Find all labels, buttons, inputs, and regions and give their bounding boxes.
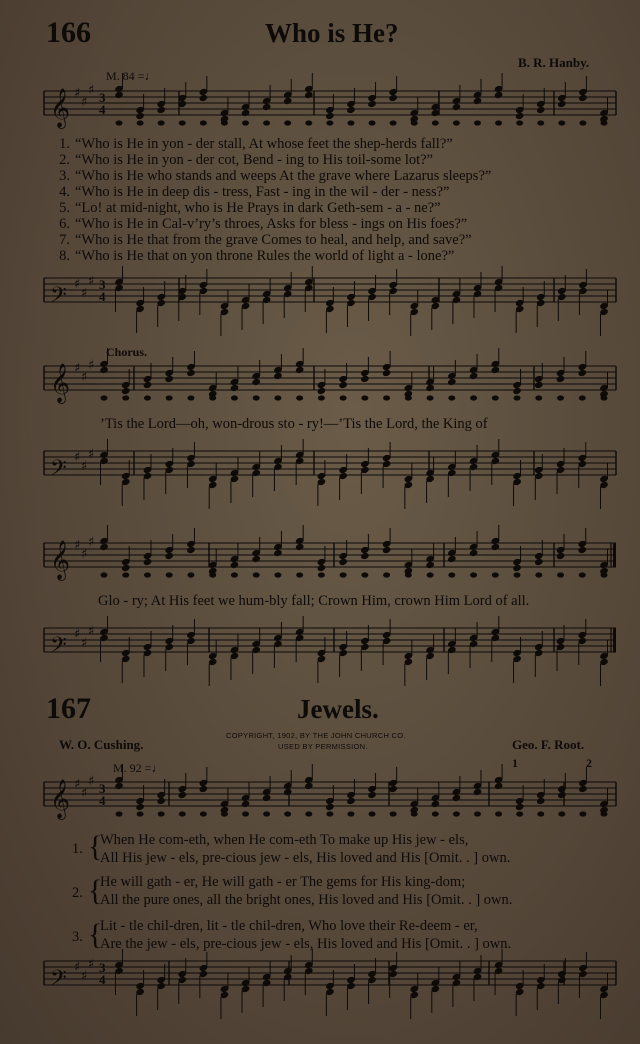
note-head [251, 378, 261, 386]
note-head [453, 120, 460, 125]
staff-166-3-bass [44, 622, 616, 682]
sharp-icon: ♯ [74, 777, 81, 792]
note-head [121, 564, 131, 572]
verse-line: He will gath - er, He will gath - er The gems for His king-dom; [100, 874, 466, 890]
sharp-icon: ♯ [74, 86, 81, 101]
note-head [338, 558, 348, 566]
note-head [186, 546, 196, 554]
metronome-167: M. 92 =♩ [113, 761, 164, 775]
note-head [251, 555, 261, 563]
note-head [473, 97, 483, 105]
note-head [535, 572, 542, 577]
note-head [143, 381, 153, 389]
note-head [230, 561, 240, 569]
note-head [411, 120, 418, 125]
first-ending-label: 1 [512, 756, 518, 770]
note-head [390, 120, 397, 125]
note-head [432, 811, 439, 816]
note-head [137, 120, 144, 125]
note-head [317, 387, 327, 395]
brace-icon: { [88, 874, 103, 907]
verse-line: All the pure ones, all the bright ones, His loved and His [Omit. . ] own. [100, 892, 513, 908]
note-head [230, 384, 240, 392]
note-head [304, 782, 314, 790]
note-head [601, 120, 608, 125]
sharp-icon: ♯ [74, 361, 81, 376]
sharp-icon: ♯ [88, 957, 95, 972]
note-head [492, 572, 499, 577]
note-head [536, 106, 546, 114]
note-head [579, 395, 586, 400]
chorus-lyric-2: Glo - ry; At His feet we hum-bly fall; Crown Him, crown Him Lord of all. [98, 593, 530, 609]
note-head [411, 811, 418, 816]
note-head [99, 543, 109, 551]
note-head [360, 552, 370, 560]
verse-line: 3. “Who is He who stands and weeps At the grave where Lazarus sleeps?” [59, 168, 492, 184]
note-head [512, 387, 522, 395]
hymn-167-author: W. O. Cushing. [59, 737, 144, 752]
verse-line: Lit - tle chil-dren, lit - tle chil-dren, Who love their Re-deem - er, [100, 918, 478, 934]
note-head [577, 369, 587, 377]
note-head [186, 369, 196, 377]
note-head [579, 811, 586, 816]
note-head [317, 564, 327, 572]
note-head [534, 558, 544, 566]
note-head [273, 549, 283, 557]
note-head [121, 387, 131, 395]
note-head [427, 572, 434, 577]
note-head [360, 375, 370, 383]
note-head [469, 549, 479, 557]
staff-166-1-treble [44, 85, 616, 135]
note-head [470, 395, 477, 400]
note-head [388, 94, 398, 102]
note-head [114, 91, 124, 99]
note-head [425, 384, 435, 392]
note-head [473, 788, 483, 796]
note-head [200, 120, 207, 125]
note-head [241, 800, 251, 808]
note-head [558, 120, 565, 125]
note-head [156, 797, 166, 805]
note-head [535, 395, 542, 400]
note-head [340, 572, 347, 577]
note-head [114, 782, 124, 790]
note-head [295, 366, 305, 374]
staff-166-2-bass [44, 445, 616, 505]
note-head [231, 572, 238, 577]
note-head [452, 794, 462, 802]
note-head [495, 120, 502, 125]
verse-line: When He com-eth, when He com-eth To make up His jew - els, [100, 832, 469, 848]
hymn-number-167: 167 [46, 692, 91, 725]
verse-number: 1. [72, 841, 83, 857]
note-head [253, 395, 260, 400]
note-head [295, 543, 305, 551]
treble-clef-icon: 𝄞 [50, 779, 71, 819]
time-signature: 4 [99, 793, 106, 808]
verse-line: 7. “Who is He that from the grave Comes to heal, and help, and save?” [59, 232, 472, 248]
note-head [494, 91, 504, 99]
note-head [390, 811, 397, 816]
note-head [367, 791, 377, 799]
note-head [164, 552, 174, 560]
chorus-lyric-1: ’Tis the Lord—oh, won-drous sto - ry!—’Tis the Lord, the King of [100, 416, 488, 432]
note-head [491, 366, 501, 374]
note-head [137, 811, 144, 816]
note-head [166, 572, 173, 577]
copyright-line-2: USED BY PERMISSION. [278, 742, 368, 751]
note-head [326, 811, 333, 816]
note-head [516, 120, 523, 125]
note-head [99, 366, 109, 374]
note-head [116, 811, 123, 816]
note-head [514, 572, 521, 577]
note-head [537, 811, 544, 816]
hymn-166-composer: B. R. Hanby. [518, 55, 590, 70]
final-bar [613, 628, 616, 652]
note-head [325, 803, 335, 811]
note-head [144, 395, 151, 400]
note-head [241, 109, 251, 117]
brace-icon: { [88, 918, 103, 951]
note-head [209, 572, 216, 577]
hymn-166-verses [52, 136, 491, 264]
note-head [296, 572, 303, 577]
note-head [187, 395, 194, 400]
bass-clef-icon: 𝄢 [50, 633, 67, 663]
note-head [347, 120, 354, 125]
note-head [494, 782, 504, 790]
sharp-icon: ♯ [81, 286, 88, 301]
hymn-title-167: Jewels. [297, 694, 379, 724]
sharp-icon: ♯ [74, 277, 81, 292]
note-head [515, 803, 525, 811]
note-head [474, 811, 481, 816]
note-head [347, 811, 354, 816]
note-head [199, 94, 209, 102]
staff-166-1-bass [44, 272, 616, 332]
treble-clef-icon: 𝄞 [50, 363, 71, 403]
bass-clef-icon: 𝄢 [50, 283, 67, 313]
note-head [601, 811, 608, 816]
note-head [491, 543, 501, 551]
note-head [305, 120, 312, 125]
note-head [431, 800, 441, 808]
note-head [425, 561, 435, 569]
staff-166-3-treble [44, 537, 616, 587]
note-head [325, 112, 335, 120]
note-head [122, 395, 129, 400]
note-head [470, 572, 477, 577]
time-signature: 3 [99, 781, 106, 796]
note-head [577, 546, 587, 554]
time-signature: 4 [99, 102, 106, 117]
sharp-icon: ♯ [88, 274, 95, 289]
note-head [579, 572, 586, 577]
note-head [601, 395, 608, 400]
note-head [158, 120, 165, 125]
verse-line: All His jew - els, pre-cious jew - els, His loved and His [Omit. . ] own. [100, 850, 511, 866]
note-head [361, 395, 368, 400]
sharp-icon: ♯ [88, 624, 95, 639]
sharp-icon: ♯ [88, 447, 95, 462]
final-bar [613, 543, 616, 567]
note-head [177, 791, 187, 799]
note-head [116, 120, 123, 125]
note-head [304, 91, 314, 99]
note-head [469, 372, 479, 380]
note-head [305, 811, 312, 816]
note-head [557, 572, 564, 577]
copyright-line-1: COPYRIGHT, 1902, BY THE JOHN CHURCH CO. [226, 731, 406, 740]
note-head [537, 120, 544, 125]
note-head [382, 546, 392, 554]
note-head [296, 395, 303, 400]
note-head [447, 555, 457, 563]
sharp-icon: ♯ [88, 774, 95, 789]
note-head [158, 811, 165, 816]
note-head [534, 381, 544, 389]
note-head [383, 572, 390, 577]
note-head [143, 558, 153, 566]
note-head [448, 395, 455, 400]
note-head [432, 120, 439, 125]
sharp-icon: ♯ [81, 95, 88, 110]
note-head [262, 794, 272, 802]
note-head [231, 395, 238, 400]
note-head [369, 811, 376, 816]
second-ending-label: 2 [586, 756, 592, 770]
note-head [221, 120, 228, 125]
note-head [200, 811, 207, 816]
sharp-icon: ♯ [88, 83, 95, 98]
note-head [135, 803, 145, 811]
note-head [199, 785, 209, 793]
note-head [536, 797, 546, 805]
note-head [166, 395, 173, 400]
note-head [318, 572, 325, 577]
note-head [179, 811, 186, 816]
note-head [447, 378, 457, 386]
note-head [187, 572, 194, 577]
note-head [557, 100, 567, 108]
sharp-icon: ♯ [81, 459, 88, 474]
note-head [283, 97, 293, 105]
sharp-icon: ♯ [88, 535, 95, 550]
note-head [474, 120, 481, 125]
verse-line: 6. “Who is He in Cal-v’ry’s throes, Asks for bless - ings on His foes?” [59, 216, 468, 232]
note-head [557, 395, 564, 400]
note-head [448, 572, 455, 577]
note-head [578, 94, 588, 102]
note-head [242, 120, 249, 125]
note-head [209, 395, 216, 400]
note-head [101, 572, 108, 577]
note-head [382, 369, 392, 377]
note-head [367, 100, 377, 108]
note-head [274, 572, 281, 577]
note-head [284, 811, 291, 816]
note-head [427, 395, 434, 400]
note-head [453, 811, 460, 816]
note-head [578, 785, 588, 793]
note-head [318, 395, 325, 400]
treble-clef-icon: 𝄞 [50, 540, 71, 580]
staff-167-treble [44, 776, 616, 826]
metronome-166: M. 84 =♩ [106, 69, 157, 83]
sharp-icon: ♯ [81, 370, 88, 385]
note-head [361, 572, 368, 577]
note-head [556, 375, 566, 383]
sharp-icon: ♯ [74, 627, 81, 642]
note-head [338, 381, 348, 389]
note-head [512, 564, 522, 572]
note-head [164, 375, 174, 383]
brace-icon: { [88, 830, 103, 863]
note-head [284, 120, 291, 125]
sharp-icon: ♯ [81, 969, 88, 984]
note-head [263, 811, 270, 816]
hymn-title-166: Who is He? [265, 18, 399, 48]
note-head [273, 372, 283, 380]
sharp-icon: ♯ [74, 960, 81, 975]
note-head [262, 103, 272, 111]
note-head [369, 120, 376, 125]
note-head [346, 106, 356, 114]
verse-line: Are the jew - els, pre-cious jew - els, His loved and His [Omit. . ] own. [100, 936, 512, 952]
note-head [122, 572, 129, 577]
note-head [326, 120, 333, 125]
note-head [515, 112, 525, 120]
note-head [346, 797, 356, 805]
note-head [405, 395, 412, 400]
note-head [144, 572, 151, 577]
bass-clef-icon: 𝄢 [50, 456, 67, 486]
sharp-icon: ♯ [74, 450, 81, 465]
verse-line: 4. “Who is He in deep dis - tress, Fast - ing in the wil - der - ness?” [59, 184, 450, 200]
note-head [452, 103, 462, 111]
time-signature: 3 [99, 277, 106, 292]
sharp-icon: ♯ [81, 636, 88, 651]
chorus-label: Chorus. [106, 345, 148, 359]
hymn-number-166: 166 [46, 16, 91, 49]
time-signature: 3 [99, 90, 106, 105]
verse-line: 5. “Lo! at mid-night, who is He Prays in dark Geth-sem - a - ne?” [59, 200, 441, 216]
note-head [579, 120, 586, 125]
note-head [492, 395, 499, 400]
treble-clef-icon: 𝄞 [50, 88, 71, 128]
note-head [156, 106, 166, 114]
sharp-icon: ♯ [74, 538, 81, 553]
note-head [263, 120, 270, 125]
note-head [558, 811, 565, 816]
note-head [556, 552, 566, 560]
note-head [253, 572, 260, 577]
note-head [405, 572, 412, 577]
note-head [495, 811, 502, 816]
note-head [516, 811, 523, 816]
sharp-icon: ♯ [81, 547, 88, 562]
verse-line: 1. “Who is He in yon - der stall, At whose feet the shep-herds fall?” [59, 136, 453, 152]
note-head [135, 112, 145, 120]
verse-number: 3. [72, 929, 83, 945]
note-head [179, 120, 186, 125]
note-head [274, 395, 281, 400]
sharp-icon: ♯ [81, 786, 88, 801]
note-head [340, 395, 347, 400]
note-head [388, 785, 398, 793]
note-head [601, 572, 608, 577]
note-head [221, 811, 228, 816]
staff-166-2-treble [44, 360, 616, 410]
note-head [101, 395, 108, 400]
verse-line: 2. “Who is He in yon - der cot, Bend - ing to His toil-some lot?” [59, 152, 433, 168]
note-head [283, 788, 293, 796]
time-signature: 4 [99, 289, 106, 304]
verse-number: 2. [72, 885, 83, 901]
time-signature: 4 [99, 972, 106, 987]
staff-167-bass [44, 955, 616, 1015]
note-head [557, 791, 567, 799]
note-head [514, 395, 521, 400]
note-head [242, 811, 249, 816]
hymn-167-composer: Geo. F. Root. [512, 737, 585, 752]
sharp-icon: ♯ [88, 358, 95, 373]
time-signature: 3 [99, 960, 106, 975]
note-head [383, 395, 390, 400]
bass-clef-icon: 𝄢 [50, 966, 67, 996]
verse-line: 8. “Who is He that on yon throne Rules the world of light a - lone?” [59, 248, 455, 264]
